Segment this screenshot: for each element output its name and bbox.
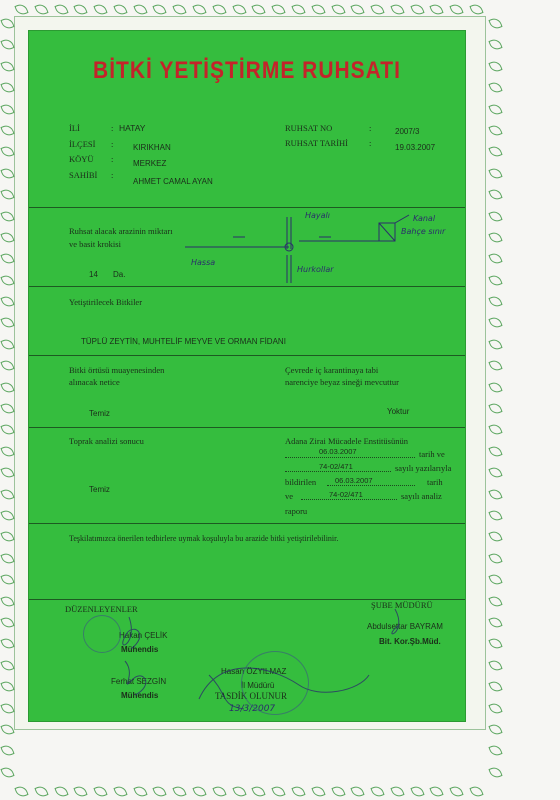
leaf-icon <box>0 508 14 522</box>
leaf-icon <box>291 2 305 16</box>
leaf-icon <box>153 784 167 798</box>
divider <box>29 286 465 287</box>
leaf-icon <box>0 230 14 244</box>
leaf-icon <box>450 2 464 16</box>
divider <box>29 523 465 524</box>
leaf-icon <box>0 551 14 565</box>
ruhsat-no-label: RUHSAT NO <box>285 123 333 133</box>
leaf-icon <box>192 784 206 798</box>
divider <box>29 207 465 208</box>
divider <box>29 355 465 356</box>
leaf-icon <box>488 295 502 309</box>
leaf-icon <box>0 444 14 458</box>
leaf-icon <box>488 59 502 73</box>
leaf-icon <box>0 466 14 480</box>
leaf-icon <box>331 2 345 16</box>
leaf-icon <box>488 444 502 458</box>
dotted-line <box>327 485 415 486</box>
toprak-label: Toprak analizi sonucu <box>69 436 144 446</box>
leaf-icon <box>488 508 502 522</box>
toprak-value: Temiz <box>89 485 110 494</box>
leaf-icon <box>390 2 404 16</box>
enstitu-text: Adana Zirai Mücadele Enstitüsünün <box>285 436 408 446</box>
leaf-icon <box>0 637 14 651</box>
ruhsat-no-value: 2007/3 <box>395 127 420 136</box>
tasdik-text: TASDİK OLUNUR <box>215 691 288 701</box>
arazi-amount: 14 <box>89 270 98 279</box>
stamp <box>83 615 121 653</box>
leaf-icon <box>488 209 502 223</box>
leaf-icon <box>488 680 502 694</box>
leaf-icon <box>0 102 14 116</box>
no-1: 74-02/471 <box>319 462 353 471</box>
tasdik-date: 13/3/2007 <box>229 704 276 714</box>
leaf-icon <box>272 2 286 16</box>
leaf-icon <box>0 423 14 437</box>
leaf-icon <box>0 209 14 223</box>
leaf-icon <box>0 573 14 587</box>
leaf-icon <box>488 16 502 30</box>
leaf-icon <box>469 784 483 798</box>
leaf-icon <box>0 615 14 629</box>
leaf-icon <box>0 380 14 394</box>
leaf-icon <box>0 273 14 287</box>
ve-text: ve <box>285 491 294 501</box>
leaf-icon <box>34 2 48 16</box>
leaf-icon <box>0 295 14 309</box>
ortu-value: Temiz <box>89 409 110 418</box>
bitkiler-label: Yetiştirilecek Bitkiler <box>69 297 143 307</box>
leaf-icon <box>488 573 502 587</box>
leaf-icon <box>488 102 502 116</box>
leaf-icon <box>0 658 14 672</box>
dotted-line <box>285 471 391 472</box>
arazi-unit: Da. <box>113 270 126 279</box>
leaf-icon <box>0 401 14 415</box>
signer-1-title: Mühendis <box>121 645 159 654</box>
leaf-icon <box>430 784 444 798</box>
leaf-icon <box>488 380 502 394</box>
raporu-text: raporu <box>285 506 308 516</box>
leaf-icon <box>94 2 108 16</box>
leaf-icon <box>488 722 502 736</box>
tarih-text: tarih <box>427 477 443 487</box>
leaf-icon <box>0 145 14 159</box>
mudur-title: Bit. Kor.Şb.Müd. <box>379 637 441 646</box>
sayili-1-text: sayılı yazılarıyla <box>395 463 452 473</box>
ruhsat-tarih-label: RUHSAT TARİHİ <box>285 138 348 148</box>
official-stamp <box>241 651 309 715</box>
leaf-icon <box>0 701 14 715</box>
license-form <box>28 30 466 722</box>
ortu-label-1: Bitki örtüsü muayenesinden <box>69 365 165 375</box>
leaf-icon <box>272 784 286 798</box>
leaf-icon <box>0 722 14 736</box>
duzenleyenler-label: DÜZENLEYENLER <box>65 604 138 614</box>
il-label: İLİ <box>69 123 80 133</box>
sahip-value: AHMET CAMAL AYAN <box>133 177 213 186</box>
bildirilen-text: bildirilen <box>285 477 317 487</box>
leaf-icon <box>371 784 385 798</box>
sketch-label-4: Kanal <box>413 214 436 223</box>
sketch-label-5: Bahçe sınır <box>401 227 446 236</box>
koy-colon: : <box>111 154 114 164</box>
karantina-label-2: narenciye beyaz sineği mevcuttur <box>285 377 399 387</box>
leaf-icon <box>94 784 108 798</box>
leaf-icon <box>291 784 305 798</box>
no-2: 74-02/471 <box>329 490 363 499</box>
leaf-icon <box>173 2 187 16</box>
leaf-icon <box>0 252 14 266</box>
arazi-label-1: Ruhsat alacak arazinin miktarı <box>69 226 173 236</box>
dotted-line <box>285 457 415 458</box>
sketch-label-3: Hurkollar <box>297 265 334 274</box>
leaf-icon <box>0 59 14 73</box>
sketch-label-1: Hayalı <box>305 211 330 220</box>
leaf-icon <box>0 316 14 330</box>
leaf-icon <box>34 784 48 798</box>
leaf-icon <box>371 2 385 16</box>
leaf-icon <box>390 784 404 798</box>
sayili-2-text: sayılı analiz <box>401 491 442 501</box>
leaf-icon <box>252 2 266 16</box>
leaf-icon <box>0 81 14 95</box>
tarih-ve-text: tarih ve <box>419 449 445 459</box>
ilce-label: İLÇESİ <box>69 139 96 149</box>
dotted-line <box>301 499 397 500</box>
leaf-icon <box>488 594 502 608</box>
center-name: Hasan ÖZYILMAZ <box>221 667 287 676</box>
bitkiler-value: TÜPLÜ ZEYTİN, MUHTELİF MEYVE VE ORMAN FİDANI <box>81 337 286 346</box>
leaf-icon <box>488 123 502 137</box>
sonuc-text: Teşkilatımızca önerilen tedbirlere uymak koşuluyla bu arazide bitki yetiştirilebilinir. <box>69 534 339 543</box>
leaf-icon <box>488 188 502 202</box>
ortu-label-2: alınacak netice <box>69 377 120 387</box>
leaf-icon <box>212 2 226 16</box>
leaf-icon <box>133 2 147 16</box>
center-title: İl Müdürü <box>241 681 275 690</box>
date-1: 06.03.2007 <box>319 447 357 456</box>
leaf-icon <box>153 2 167 16</box>
leaf-icon <box>488 423 502 437</box>
leaf-icon <box>450 784 464 798</box>
leaf-icon <box>331 784 345 798</box>
ruhsat-tarih-value: 19.03.2007 <box>395 143 436 152</box>
leaf-icon <box>488 38 502 52</box>
leaf-icon <box>113 2 127 16</box>
leaf-icon <box>488 401 502 415</box>
leaf-icon <box>54 2 68 16</box>
leaf-icon <box>0 594 14 608</box>
leaf-icon <box>0 487 14 501</box>
leaf-icon <box>410 2 424 16</box>
leaf-icon <box>488 273 502 287</box>
leaf-icon <box>488 337 502 351</box>
leaf-icon <box>488 487 502 501</box>
mudur-name: Abdulsettar BAYRAM <box>367 622 443 631</box>
leaf-icon <box>252 784 266 798</box>
leaf-icon <box>469 2 483 16</box>
ilce-colon: : <box>111 139 114 149</box>
leaf-icon <box>488 466 502 480</box>
leaf-icon <box>430 2 444 16</box>
leaf-icon <box>0 16 14 30</box>
leaf-icon <box>133 784 147 798</box>
date-2: 06.03.2007 <box>335 476 373 485</box>
karantina-label-1: Çevrede iç karantinaya tabi <box>285 365 379 375</box>
ilce-value: KIRIKHAN <box>133 143 171 152</box>
karantina-value: Yoktur <box>387 407 410 416</box>
il-value: HATAY <box>119 123 146 133</box>
leaf-icon <box>488 551 502 565</box>
leaf-icon <box>0 744 14 758</box>
leaf-icon <box>232 2 246 16</box>
signer-2-name: Ferhat SEZGİN <box>111 677 167 686</box>
sahip-colon: : <box>111 170 114 180</box>
arazi-label-2: ve basit krokisi <box>69 239 121 249</box>
leaf-icon <box>488 252 502 266</box>
leaf-icon <box>192 2 206 16</box>
leaf-icon <box>0 123 14 137</box>
leaf-border-right <box>490 18 501 778</box>
leaf-icon <box>488 530 502 544</box>
sahip-label: SAHİBİ <box>69 170 98 180</box>
leaf-icon <box>351 2 365 16</box>
leaf-icon <box>488 658 502 672</box>
leaf-icon <box>311 2 325 16</box>
divider <box>29 427 465 428</box>
leaf-icon <box>488 316 502 330</box>
leaf-icon <box>488 744 502 758</box>
leaf-icon <box>14 2 28 16</box>
ruhsat-no-colon: : <box>369 123 372 133</box>
leaf-icon <box>113 784 127 798</box>
leaf-icon <box>488 166 502 180</box>
leaf-icon <box>14 784 28 798</box>
signer-2-title: Mühendis <box>121 691 159 700</box>
leaf-icon <box>488 615 502 629</box>
leaf-icon <box>173 784 187 798</box>
leaf-icon <box>0 680 14 694</box>
leaf-icon <box>54 784 68 798</box>
leaf-icon <box>410 784 424 798</box>
leaf-icon <box>0 166 14 180</box>
leaf-icon <box>351 784 365 798</box>
leaf-icon <box>311 784 325 798</box>
page-title: BİTKİ YETİŞTİRME RUHSATI <box>93 57 401 84</box>
leaf-icon <box>74 2 88 16</box>
leaf-icon <box>488 701 502 715</box>
leaf-icon <box>488 637 502 651</box>
ruhsat-tarih-colon: : <box>369 138 372 148</box>
leaf-icon <box>0 765 14 779</box>
leaf-icon <box>488 230 502 244</box>
leaf-icon <box>232 784 246 798</box>
sube-label: ŞUBE MÜDÜRÜ <box>371 600 433 610</box>
leaf-icon <box>74 784 88 798</box>
leaf-icon <box>0 188 14 202</box>
leaf-icon <box>0 38 14 52</box>
leaf-icon <box>212 784 226 798</box>
signer-1-name: Hakan ÇELİK <box>119 631 168 640</box>
leaf-icon <box>0 530 14 544</box>
leaf-icon <box>0 337 14 351</box>
leaf-icon <box>488 359 502 373</box>
leaf-icon <box>488 145 502 159</box>
leaf-icon <box>488 81 502 95</box>
koy-label: KÖYÜ <box>69 154 94 164</box>
leaf-icon <box>488 765 502 779</box>
leaf-border-left <box>2 18 13 778</box>
leaf-border-bottom <box>16 786 482 797</box>
sketch-label-2: Hassa <box>191 258 216 267</box>
leaf-icon <box>0 359 14 373</box>
il-colon: : <box>111 123 114 133</box>
koy-value: MERKEZ <box>133 159 167 168</box>
leaf-border-top <box>16 4 482 15</box>
